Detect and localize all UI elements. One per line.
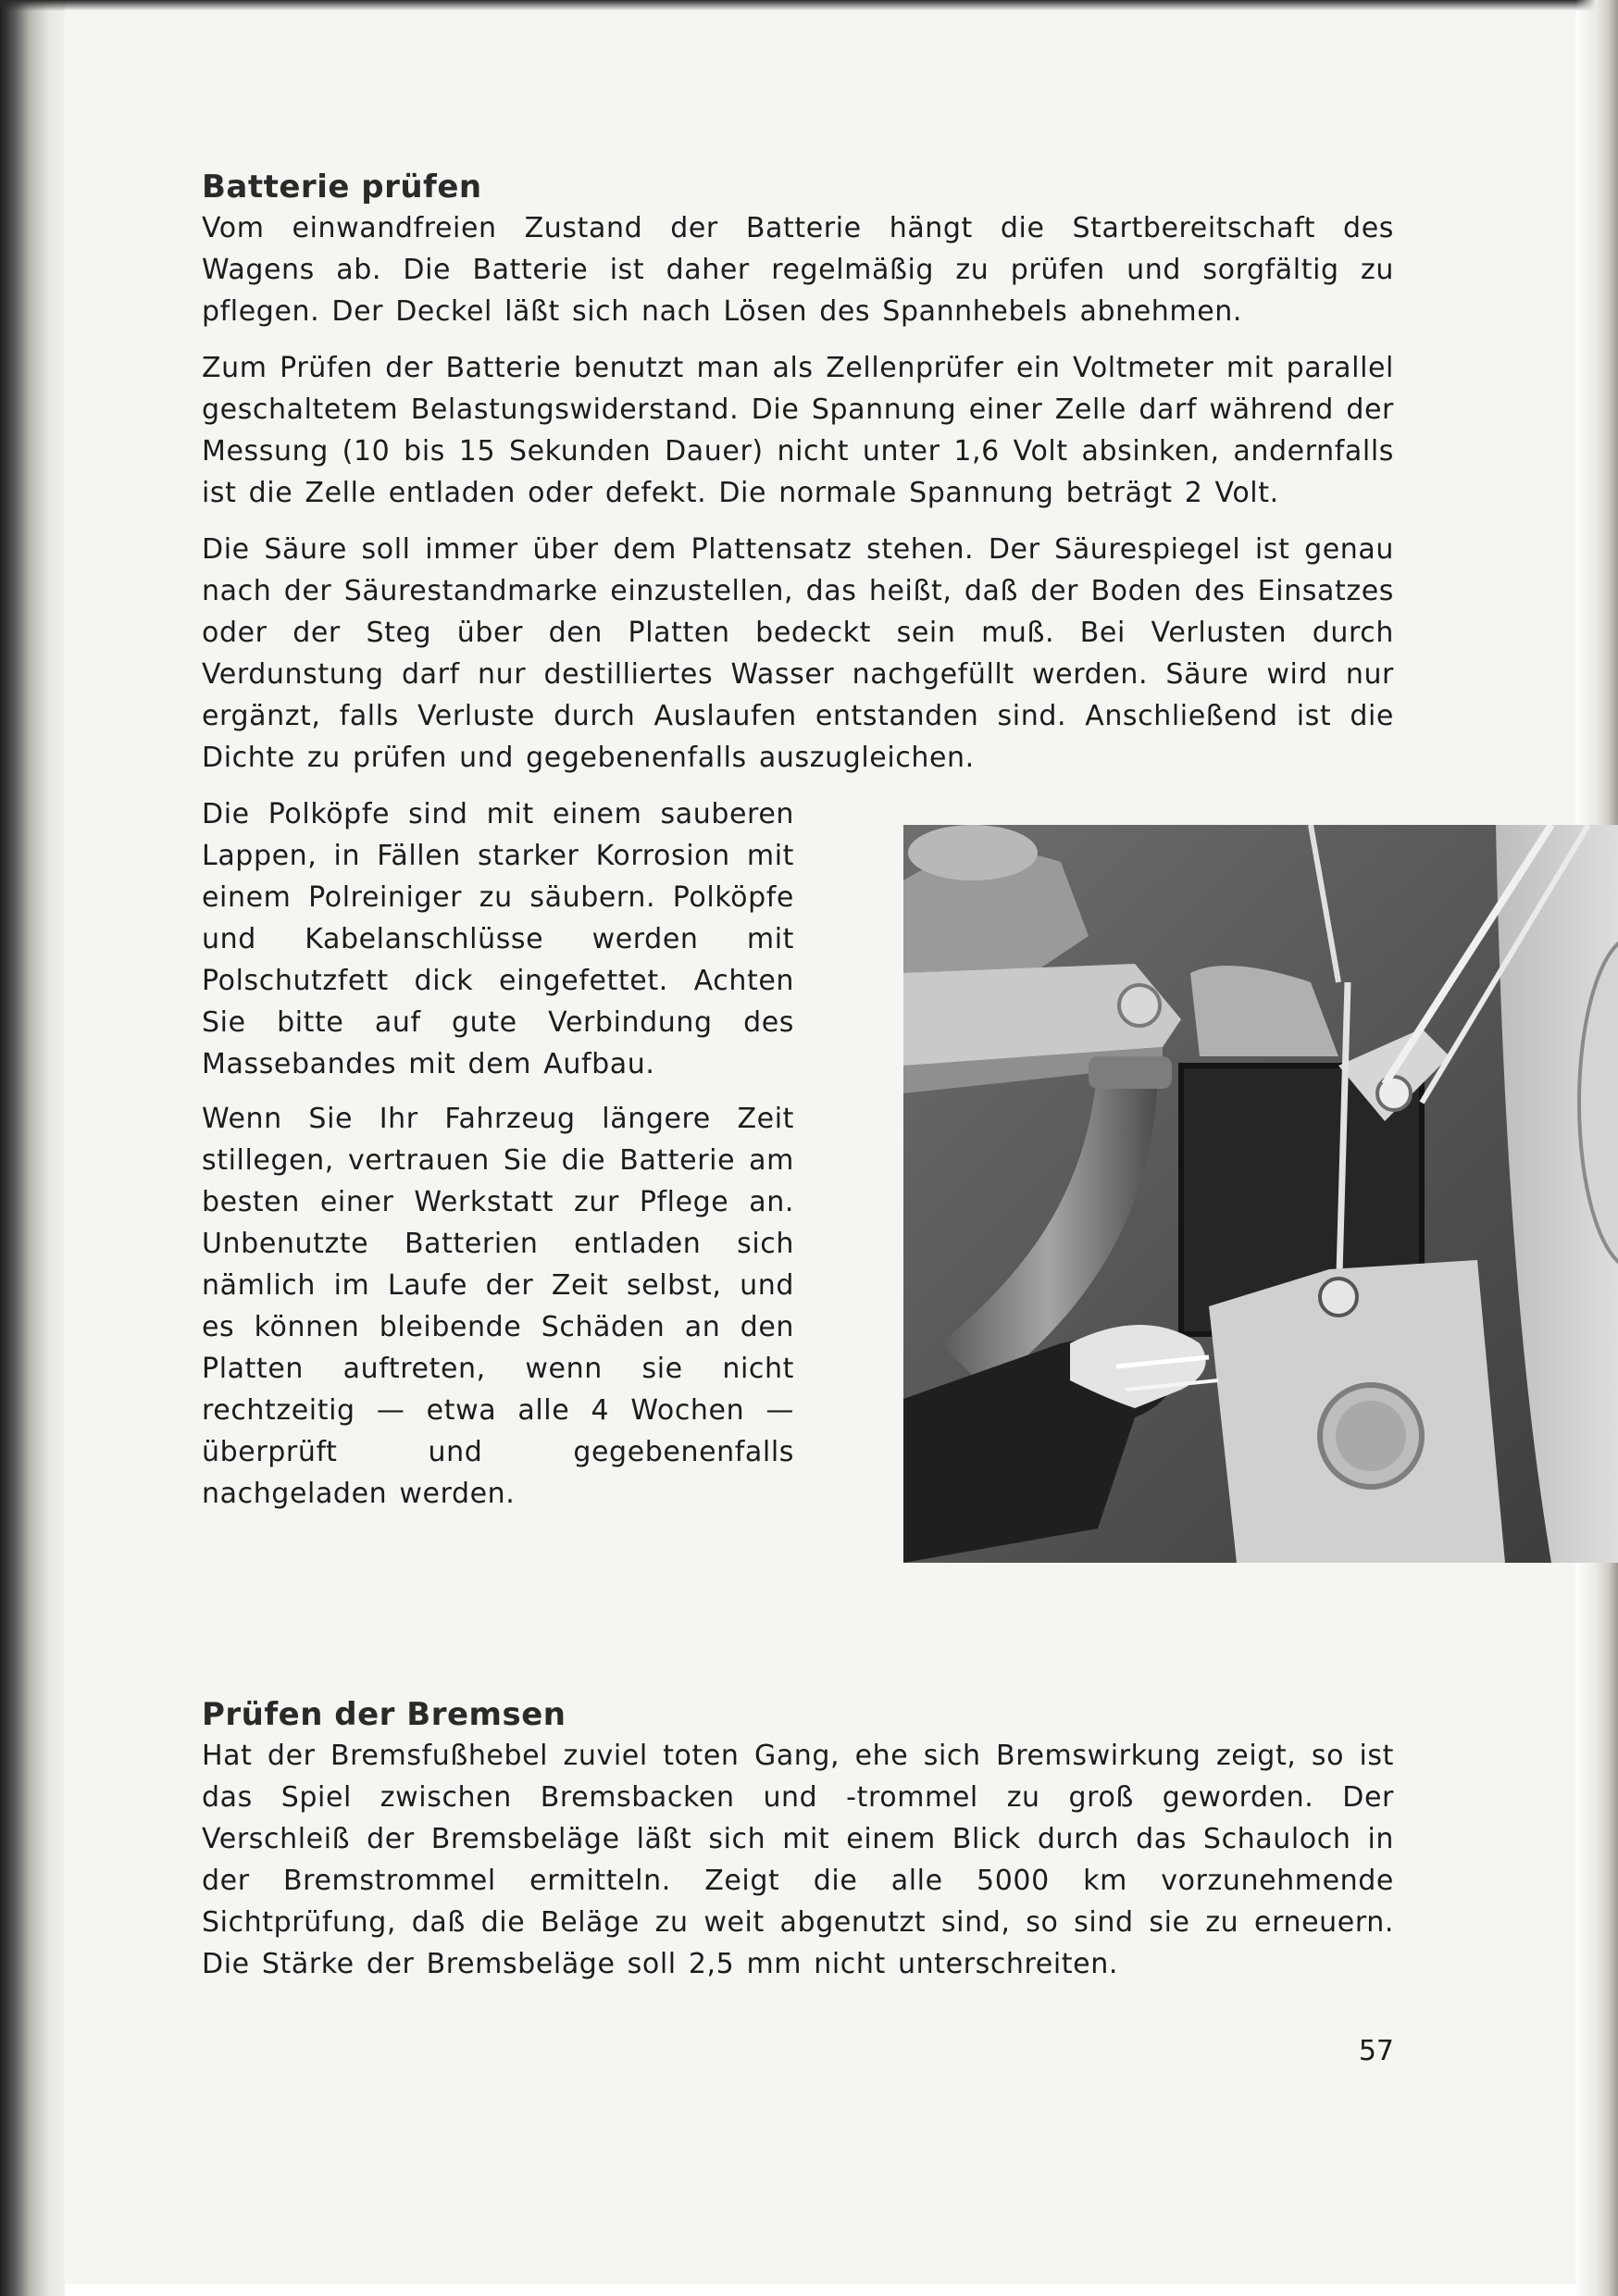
side-text-column (202, 793, 794, 1528)
section-heading-battery: Batterie prüfen (202, 168, 482, 206)
book-page (65, 11, 1575, 2284)
paragraph: Vom einwandfreien Zustand der Batterie hängt die Startbereitschaft des Wagens ab. Die Batterie ist daher regelmäßig zu prüfen und sorgfältig zu pflegen. Der Deckel läßt sich nach Lösen des Spannhebels abnehmen. (202, 212, 1394, 328)
paragraph: Hat der Bremsfußhebel zuviel toten Gang, ehe sich Bremswirkung zeigt, so ist das Spiel zwischen Bremsbacken und -trommel zu groß geworden. Der Verschleiß der Bremsbeläge läßt sich mit einem Blick durch das Schauloch in der Bremstrommel ermitteln. Zeigt die alle 5000 km vorzunehmende Sichtprüfung, daß die Beläge zu weit abgenutzt sind, so sind sie zu erneuern. Die Stärke der Bremsbeläge soll 2,5 mm nicht unterschreiten. (202, 1740, 1394, 1980)
scan-top-shadow (0, 0, 1618, 11)
paragraph: Zum Prüfen der Batterie benutzt man als Zellenprüfer ein Voltmeter mit parallel geschaltetem Belastungswiderstand. Die Spannung einer Zelle darf während der Messung (10 bis 15 Sekunden Dauer) nicht unter 1,6 Volt absinken, andernfalls ist die Zelle entladen oder defekt. Die normale Spannung beträgt 2 Volt. (202, 352, 1394, 509)
page-number: 57 (1358, 2035, 1394, 2067)
battery-section (202, 167, 1394, 1525)
paragraph: Wenn Sie Ihr Fahrzeug längere Zeit stillegen, vertrauen Sie die Batterie am besten einer Werkstatt zur Pflege an. Unbenutzte Batterien entladen sich nämlich im Laufe der Zeit selbst, und es können bleibende Schäden an den Platten auftreten, wenn sie nicht rechtzeitig — etwa alle 4 Wochen — überprüft und gegebenenfalls nachgeladen werden. (202, 1103, 794, 1510)
paragraph: Die Säure soll immer über dem Plattensatz stehen. Der Säurespiegel ist genau nach der Säurestandmarke einzustellen, das heißt, daß der Boden des Einsatzes oder der Steg über den Platten bedeckt sein muß. Bei Verlusten durch Verdunstung darf nur destilliertes Wasser nachgefüllt werden. Säure wird nur ergänzt, falls Verluste durch Auslaufen entstanden sind. Anschließend ist die Dichte zu prüfen und gegebenenfalls auszugleichen. (202, 533, 1394, 774)
brakes-section (202, 1694, 1394, 2000)
paragraph: Die Polköpfe sind mit einem sauberen Lappen, in Fällen starker Korrosion mit einem Polreiniger zu säubern. Polköpfe und Kabelanschlüsse werden mit Polschutzfett dick eingefettet. Achten Sie bitte auf gute Verbindung des Massebandes mit dem Aufbau. (202, 798, 794, 1080)
text-photo-split (202, 793, 1394, 1525)
battery-photo (903, 825, 1618, 1563)
scan-binding-shadow (0, 0, 65, 2296)
section-heading-brakes: Prüfen der Bremsen (202, 1696, 566, 1733)
